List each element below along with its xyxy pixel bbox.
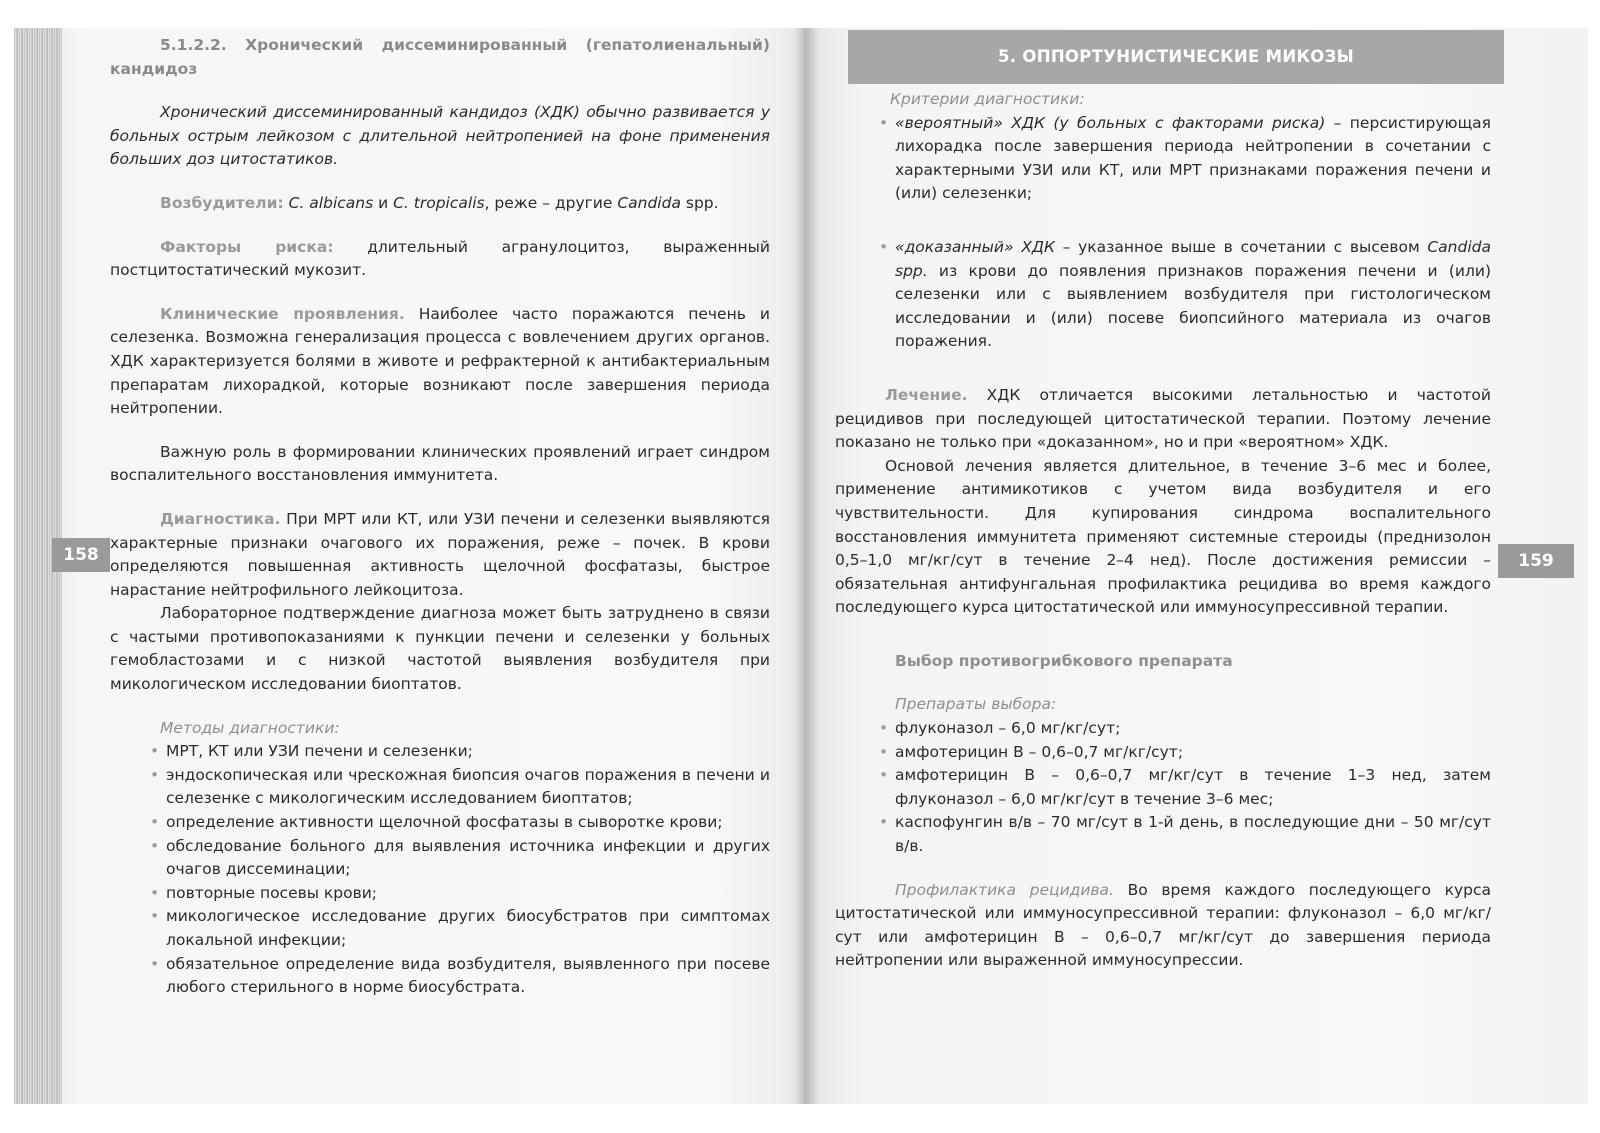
drugs-list [835, 717, 1491, 859]
clinical-label: Клинические проявления. [160, 304, 405, 323]
treatment-label: Лечение. [885, 385, 968, 404]
pathogens-spp: spp. [680, 193, 719, 212]
list-item: • эндоскопическая или чрескожная биопсия очагов поражения в печени и селезенке с микологическим исследованием биоптатов; [144, 764, 770, 811]
chapter-header: 5. ОППОРТУНИСТИЧЕСКИЕ МИКОЗЫ [848, 30, 1504, 84]
pathogens-label: Возбудители: [160, 193, 284, 212]
drug-choice-heading: Выбор противогрибкового препарата [895, 651, 1233, 670]
criteria-proven-species: Candida spp. [895, 237, 1491, 280]
criteria-probable-term: «вероятный» ХДК (у больных с факторами риска) [895, 113, 1326, 132]
risk-label: Факторы риска: [160, 237, 334, 256]
diagnostics-paragraph [110, 508, 770, 602]
treatment-paragraph [835, 384, 1491, 455]
section-title: 5.1.2.2. Хронический диссеминированный (гепатолиенальный) кандидоз [110, 36, 770, 78]
treatment-text: ХДК отличается высокими летальностью и частотой рецидивов при последующей цитостатической терапии. Поэтому лечение показано не только при «доказанном», но и при «вероятном» ХДК. [835, 385, 1491, 452]
right-page-content [835, 88, 1491, 973]
pathogen-name: C. albicans [288, 193, 374, 212]
criteria-label: Критерии диагностики: [890, 90, 1085, 108]
criteria-list [835, 112, 1491, 354]
list-item: • обследование больного для выявления источника инфекции и других очагов диссеминации; [144, 835, 770, 882]
page-number-right: 159 [1498, 544, 1574, 578]
intro-paragraph [110, 101, 770, 172]
criteria-proven-text: – указанное выше в сочетании с высевом [1054, 237, 1428, 256]
methods-list [110, 740, 770, 1000]
methods-label: Методы диагностики: [160, 718, 340, 737]
list-item: • флуконазол – 6,0 мг/кг/сут; [873, 717, 1491, 741]
drugs-label: Препараты выбора: [895, 695, 1057, 714]
lab-paragraph: Лабораторное подтверждение диагноза может быть затруднено в связи с частыми противопоказаниями к пункции печени и селезенки у больных гемобластозами и с низкой частотой выявления возбудителя при микологическом исследовании биоптатов. [110, 604, 770, 694]
list-item: • повторные посевы крови; [144, 882, 770, 906]
pathogen-name: C. tropicalis [393, 193, 485, 212]
criteria-proven-text-2: из крови до появления признаков поражения печени и (или) селезенки или с выявлением возбудителя при гистологическом исследовании и (или) посеве биопсийного материала из очагов поражения. [895, 261, 1491, 351]
criteria-probable-text: – персистирующая лихорадка после завершения периода нейтропении в сочетании с характерными УЗИ или КТ, или МРТ признаками поражения печени и (или) селезенки; [895, 113, 1491, 203]
intro-text: Хронический диссеминированный кандидоз (ХДК) обычно развивается у больных острым лейкозом с длительной нейтропенией на фоне применения больших доз цитостатиков. [110, 103, 770, 169]
diagnostics-text: При МРТ или КТ, или УЗИ печени и селезенки выявляются характерные признаки очагового их поражения, реже – почек. В крови определяются повышенная активность щелочной фосфатазы, быстрое нарастание нейтрофильного лейкоцитоза. [110, 509, 770, 599]
prophylaxis-paragraph [835, 879, 1491, 973]
prophylaxis-text: Во время каждого последующего курса цитостатической или иммуносупрессивной терапии: флуконазол – 6,0 мг/кг/сут или амфотерицин В – 0,6–0,7 мг/кг/сут до завершения периода нейтропении или выраженной иммуносупрессии. [835, 880, 1491, 970]
list-item: • обязательное определение вида возбудителя, выявленного при посеве любого стерильного в норме биосубстрата. [144, 953, 770, 1000]
page-number-left: 158 [52, 538, 110, 572]
list-item: • амфотерицин В – 0,6–0,7 мг/кг/сут; [873, 741, 1491, 765]
pathogen-name: Candida [617, 193, 681, 212]
prophylaxis-label: Профилактика рецидива. [895, 880, 1114, 899]
list-item [873, 236, 1491, 354]
book-gutter [796, 28, 816, 1104]
pathogens-rest: , реже – другие [484, 193, 618, 212]
risk-paragraph [110, 236, 770, 283]
list-item: • определение активности щелочной фосфатазы в сыворотке крови; [144, 811, 770, 835]
list-item: • амфотерицин В – 0,6–0,7 мг/кг/сут в течение 1–3 нед, затем флуконазол – 6,0 мг/кг/сут в течение 3–6 мес; [873, 764, 1491, 811]
pathogens-connector: и [373, 193, 394, 212]
clinical-text: Наиболее часто поражаются печень и селезенка. Возможна генерализация процесса с вовлечением других органов. ХДК характеризуется болями в животе и рефрактерной к антибактериальным препаратам лихорадкой, которые возникают после завершения периода нейтропении. [110, 304, 770, 418]
list-item [873, 112, 1491, 206]
diagnostics-label: Диагностика. [160, 509, 281, 528]
clinical-paragraph [110, 303, 770, 421]
list-item: • МРТ, КТ или УЗИ печени и селезенки; [144, 740, 770, 764]
left-page-content [110, 34, 770, 1000]
immune-paragraph: Важную роль в формировании клинических проявлений играет синдром воспалительного восстановления иммунитета. [110, 442, 770, 485]
treatment-paragraph-2: Основой лечения является длительное, в течение 3–6 мес и более, применение антимикотиков с учетом вида возбудителя и его чувствительности. Для купирования синдрома воспалительного восстановления иммунитета применяют системные стероиды (преднизолон 0,5–1,0 мг/кг/сут в течение 2–4 нед). После достижения ремиссии – обязательная антифунгальная профилактика рецидива во время каждого последующего курса цитостатической или иммуносупрессивной терапии. [835, 456, 1491, 617]
list-item: • микологическое исследование других биосубстратов при симптомах локальной инфекции; [144, 905, 770, 952]
risk-text: длительный агранулоцитоз, выраженный постцитостатический мукозит. [110, 237, 770, 280]
pathogens-paragraph [110, 192, 770, 216]
criteria-proven-term: «доказанный» ХДК [895, 237, 1055, 256]
list-item: • каспофунгин в/в – 70 мг/сут в 1-й день, в последующие дни – 50 мг/сут в/в. [873, 811, 1491, 858]
